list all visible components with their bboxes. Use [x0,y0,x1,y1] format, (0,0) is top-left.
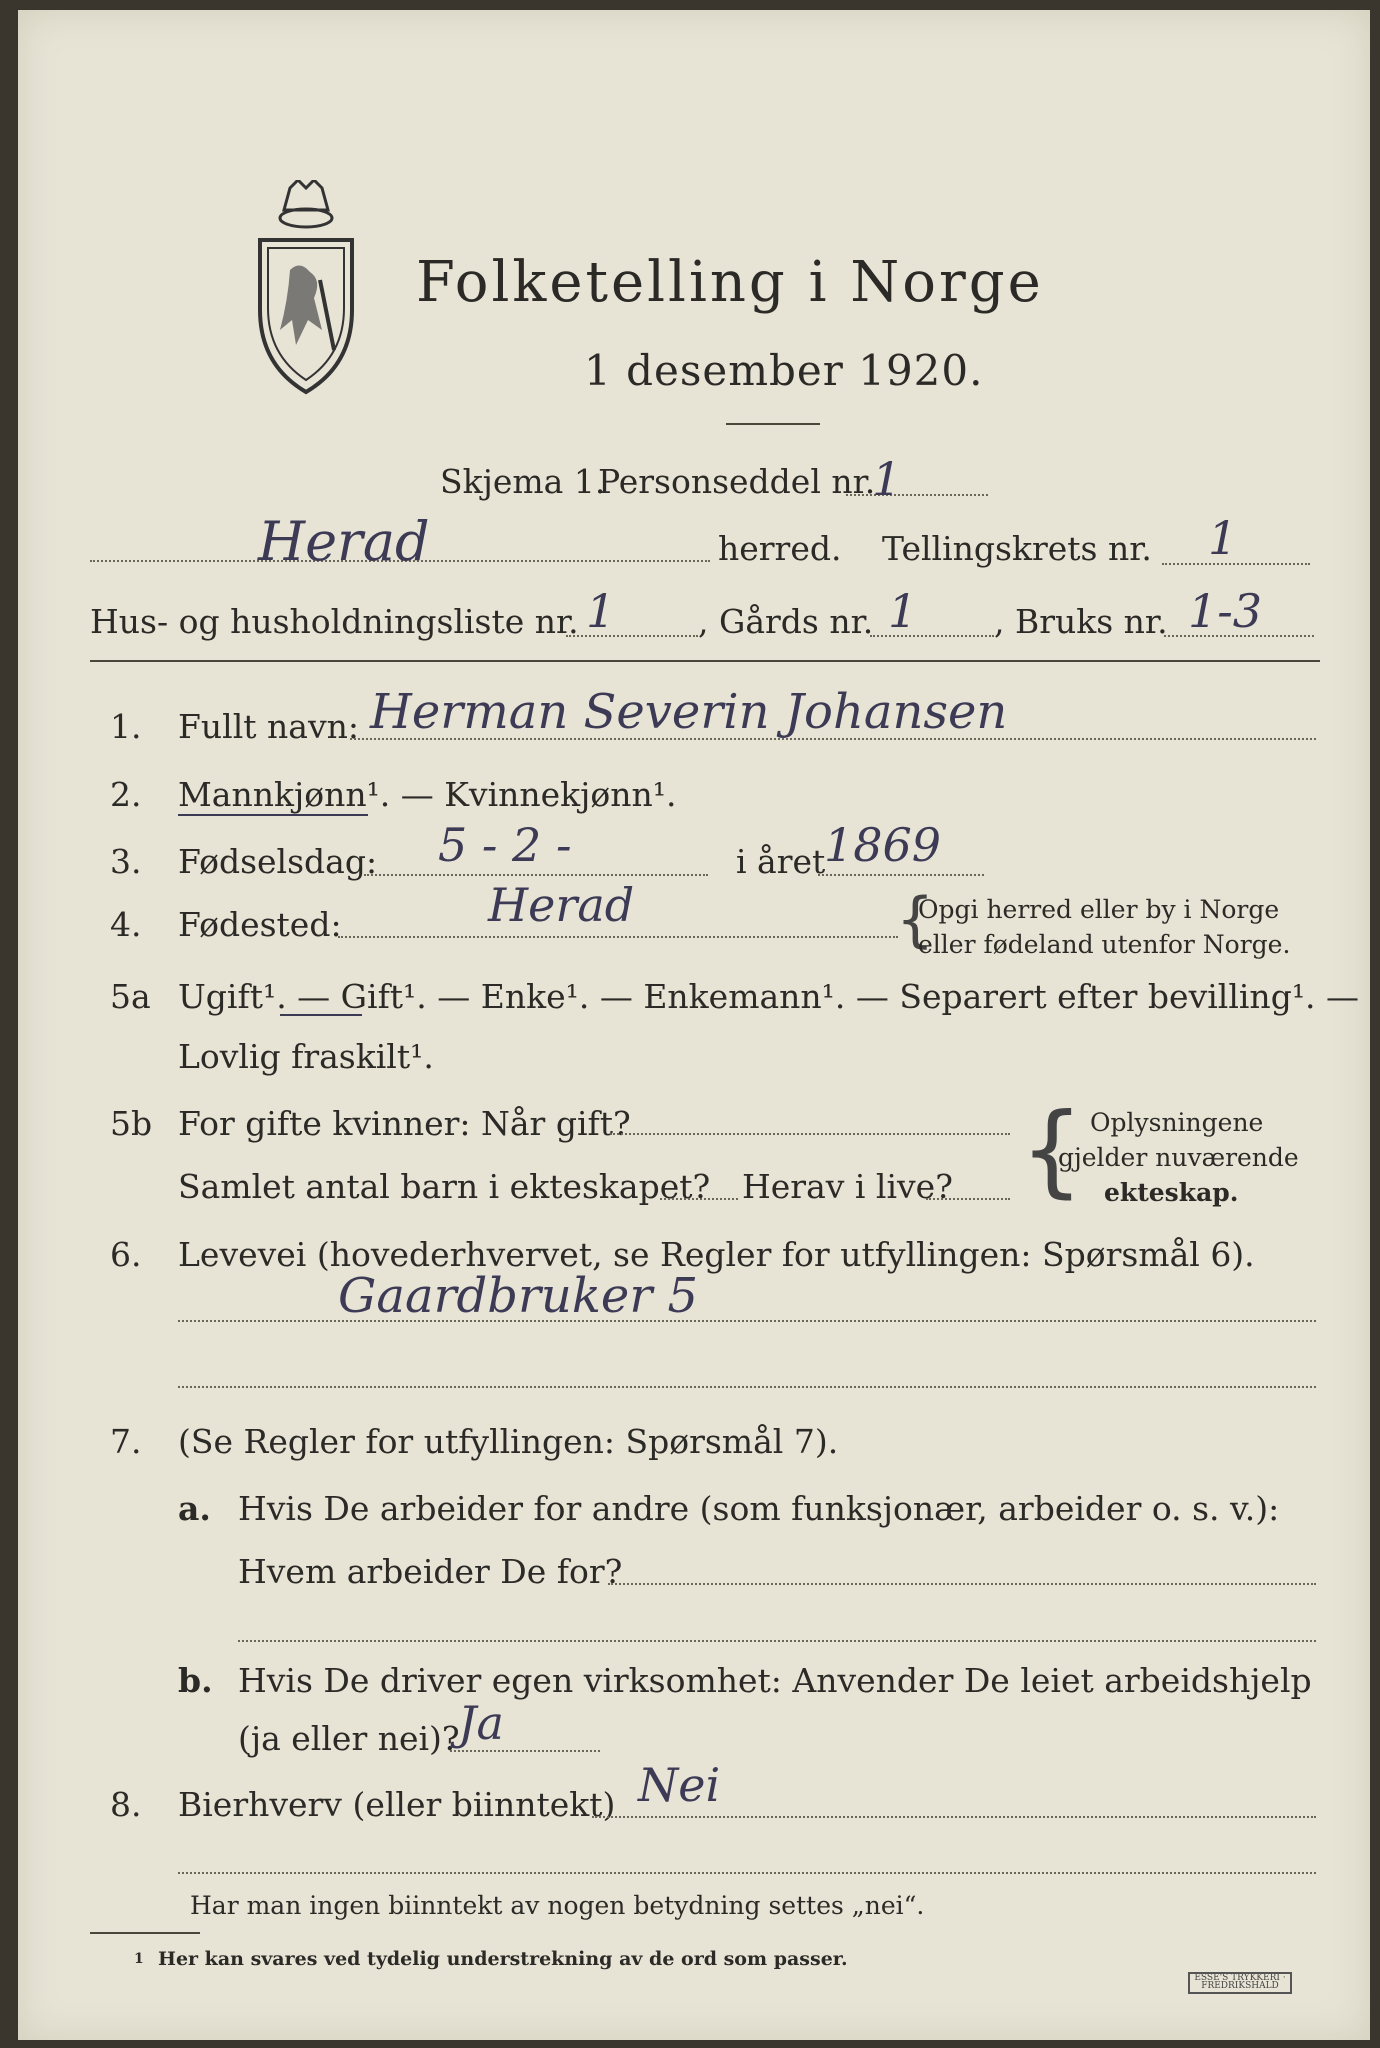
q3-label: Fødselsdag: [178,842,378,881]
q7b-letter: b. [178,1661,213,1700]
full-name-value: Herman Severin Johansen [370,684,1008,740]
census-form-sheet [18,10,1370,2040]
q4-label: Fødested: [178,905,342,944]
q8-line [592,1816,1316,1818]
hus-label: Hus- og husholdningsliste nr. [90,602,579,641]
q8-label: Bierhverv (eller biinntekt) [178,1785,616,1824]
gards-label: , Gårds nr. [698,602,874,641]
footnote-divider [90,1932,200,1934]
q3-date-line [364,874,708,876]
birthplace-value: Herad [488,878,635,932]
mannkjonn-underline [178,814,368,816]
footnote-text: Her kan svares ved tydelig understrekning av de ord som passer. [158,1948,848,1970]
herred-value: Herad [258,510,430,573]
q5a-number: 5a [110,977,151,1016]
q3-number: 3. [110,842,142,881]
q5b-line2b: Herav i live? [742,1167,953,1206]
q7b-line1: Hvis De driver egen virksomhet: Anvender De leiet arbeidshjelp [238,1661,1312,1700]
q5b-note-line2: gjelder nuværende [1058,1143,1299,1172]
q5a-line1: Ugift¹. — Gift¹. — Enke¹. — Enkemann¹. — Separert efter bevilling¹. — [178,977,1360,1016]
personseddel-label: Personseddel nr. [598,462,876,501]
q8-line2 [178,1872,1316,1874]
printer-stamp: ESSE'S TRYKKERI · FREDRIKSHALD [1188,1972,1292,1994]
q7a-line1: Hvis De arbeider for andre (som funksjonær, arbeider o. s. v.): [238,1489,1280,1528]
form-title: Folketelling i Norge [416,250,1044,315]
q4-note-line1: Opgi herred eller by i Norge [918,895,1280,924]
occupation-value: Gaardbruker 5 [338,1268,699,1324]
q4-note-brace: { [896,885,935,955]
title-divider [726,423,820,425]
q3-year-label: i året [736,842,826,881]
q5b-alive-line [926,1198,1010,1200]
side-income-value: Nei [638,1758,721,1812]
q3-year-line [818,874,984,876]
gift-underline [280,1014,362,1016]
q6-line2 [178,1386,1316,1388]
norway-coat-of-arms-icon [250,180,362,395]
tellingskrets-value: 1 [1208,511,1238,565]
bruks-value: 1-3 [1188,584,1263,638]
birth-year-value: 1869 [824,818,942,872]
q5b-line2a: Samlet antal barn i ekteskapet? [178,1167,711,1206]
footnote-mark: 1 [134,1951,144,1967]
q7b-line2: (ja eller nei)? [238,1719,460,1758]
census-date: 1 desember 1920. [584,346,984,395]
hus-value: 1 [586,584,616,638]
q1-number: 1. [110,707,142,746]
q5b-children-line [660,1198,738,1200]
q7a-letter: a. [178,1489,211,1528]
birth-date-value: 5 - 2 - [438,818,572,872]
q5b-note-line1: Oplysningene [1090,1108,1264,1137]
bruks-label: , Bruks nr. [994,602,1168,641]
schema-label: Skjema 1. [440,462,606,501]
q7-label: (Se Regler for utfyllingen: Spørsmål 7). [178,1422,839,1461]
q4-line [338,936,898,938]
hired-help-value: Ja [458,1696,504,1750]
q5b-note-line3: ekteskap. [1104,1178,1239,1207]
q7a-line2: Hvem arbeider De for? [238,1552,623,1591]
q2-number: 2. [110,775,142,814]
personseddel-line [846,494,988,496]
q8-number: 8. [110,1785,142,1824]
q6-number: 6. [110,1235,142,1274]
personseddel-value: 1 [872,452,902,506]
q5b-line1: For gifte kvinner: Når gift? [178,1104,631,1143]
tellingskrets-label: Tellingskrets nr. [882,529,1152,568]
footer-note: Har man ingen biinntekt av nogen betydning settes „nei“. [190,1891,925,1920]
q7a-line [608,1583,1316,1585]
gards-value: 1 [888,584,918,638]
q4-number: 4. [110,905,142,944]
q7b-answer-line [450,1750,600,1752]
herred-label: herred. [718,529,842,568]
header-divider [90,660,1320,662]
q6-label: Levevei (hovederhvervet, se Regler for utfyllingen: Spørsmål 6). [178,1235,1255,1274]
q1-label: Fullt navn: [178,707,359,746]
q5a-line2: Lovlig fraskilt¹. [178,1037,434,1076]
q2-label: Mannkjønn¹. — Kvinnekjønn¹. [178,775,677,814]
q5b-married-line [610,1133,1010,1135]
q5b-number: 5b [110,1104,153,1143]
q4-note-line2: eller fødeland utenfor Norge. [918,930,1291,959]
q5b-note-brace: { [1020,1091,1084,1208]
q7-number: 7. [110,1422,142,1461]
q7a-line-extra [238,1640,1316,1642]
